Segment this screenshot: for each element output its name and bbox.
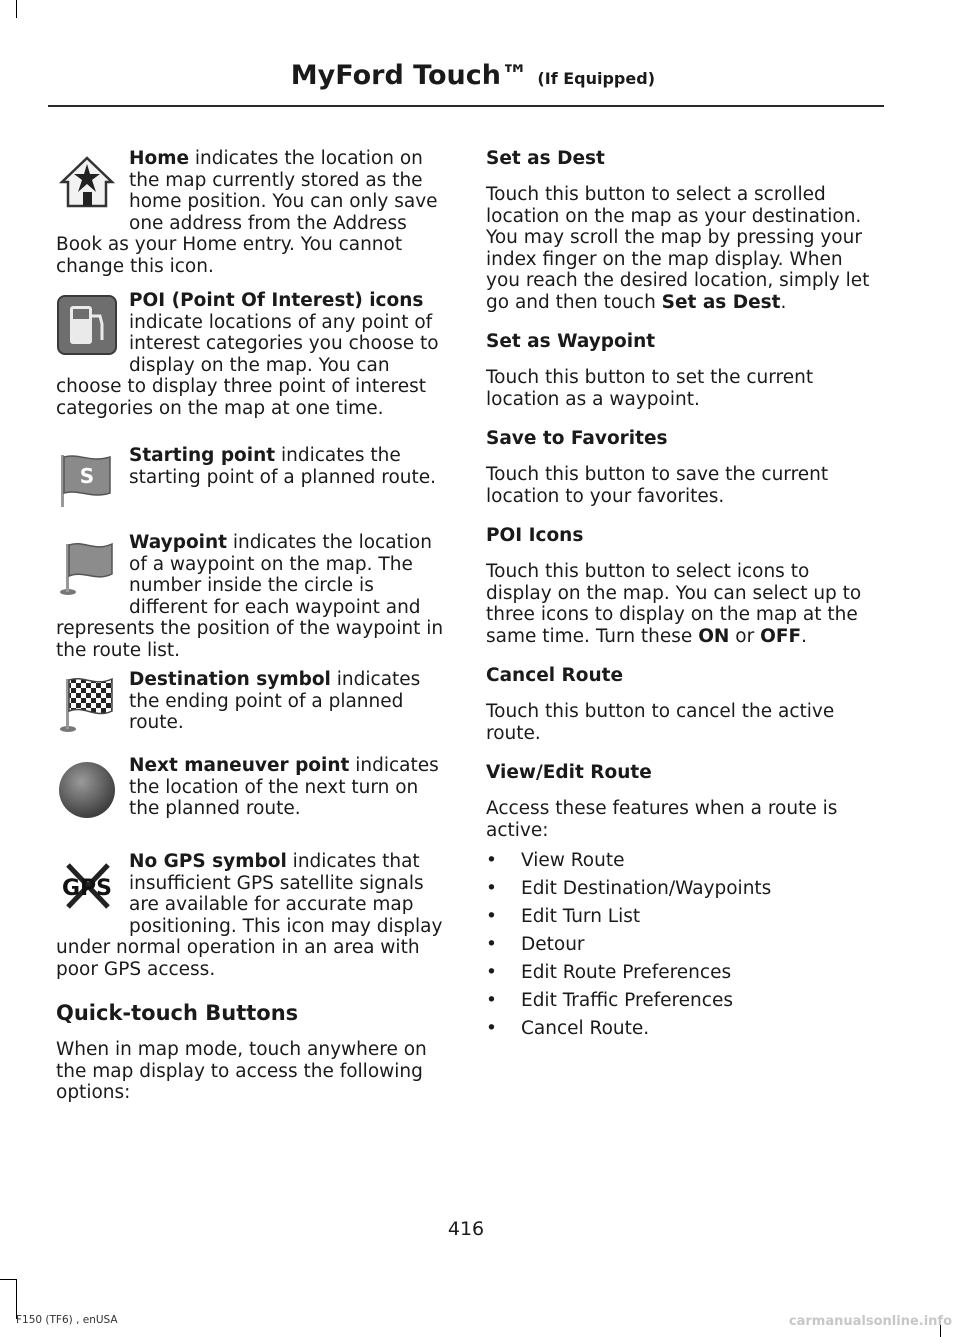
section-heading-save-to-favorites: Save to Favorites xyxy=(486,428,668,449)
legend-text-waypoint: Waypoint indicates the location of a waypoint on the map. The number inside the circle is different for each waypoint and represents the position of the waypoint in the route list. xyxy=(56,532,444,661)
legend-text-no-gps: No GPS symbol indicates that insufficient GPS satellite signals are available for accurate map positioning. This icon may display under normal operation in an area with poor GPS access. xyxy=(56,851,443,980)
svg-text:GPS: GPS xyxy=(61,876,113,901)
legend-entry-destination xyxy=(56,669,448,743)
section-heading-poi-icons: POI Icons xyxy=(486,525,584,546)
crop-mark-bottom-left-h xyxy=(0,1279,16,1280)
legend-text-destination: Destination symbol indicates the ending point of a planned route. xyxy=(129,669,421,733)
list-item: • Edit Route Preferences xyxy=(486,959,880,987)
svg-text:S: S xyxy=(79,464,95,488)
list-item: • Edit Traffic Preferences xyxy=(486,987,880,1015)
section-heading-set-as-dest: Set as Dest xyxy=(486,148,605,169)
section-text-view-edit-route: Access these features when a route is active: xyxy=(486,798,838,841)
left-column xyxy=(56,148,448,1104)
section-text-save-to-favorites: Touch this button to save the current location to your favorites. xyxy=(486,464,829,507)
watermark-link[interactable]: carmanualsonline.info xyxy=(788,1314,952,1329)
header-rule xyxy=(48,105,884,107)
crop-mark-bottom-left-v xyxy=(16,1279,17,1319)
header-title-text: MyFord Touch™ xyxy=(290,60,529,91)
quick-touch-section xyxy=(56,1001,448,1104)
section-text-set-as-waypoint: Touch this button to set the current location as a waypoint. xyxy=(486,367,814,410)
section-save-to-favorites xyxy=(486,428,880,507)
section-text-poi-icons: Touch this button to select icons to display on the map. You can select up to three icons to display on the map at the same time. Turn these ON or OFF. xyxy=(486,561,862,647)
poi-fuel-icon xyxy=(56,294,118,356)
legend-entry-poi xyxy=(56,290,448,433)
section-heading-cancel-route: Cancel Route xyxy=(486,665,624,686)
starting-point-flag-icon xyxy=(56,449,118,511)
legend-text-home: Home indicates the location on the map currently stored as the home position. You can only save one address from the Address Book as your Home entry. You cannot change this icon. xyxy=(56,148,438,277)
section-text-cancel-route: Touch this button to cancel the active route. xyxy=(486,701,835,744)
page-number: 416 xyxy=(447,1218,485,1240)
quick-touch-intro: When in map mode, touch anywhere on the map display to access the following options: xyxy=(56,1039,427,1103)
legend-entry-home xyxy=(56,148,448,276)
header-title-suffix: (If Equipped) xyxy=(537,69,655,88)
legend-entry-starting-point xyxy=(56,445,448,519)
page-header-title xyxy=(291,60,655,91)
list-item: • Detour xyxy=(486,931,880,959)
right-column xyxy=(486,148,880,1043)
no-gps-icon xyxy=(56,855,118,917)
list-item: • Cancel Route. xyxy=(486,1015,880,1043)
list-item: • Edit Destination/Waypoints xyxy=(486,875,880,903)
legend-entry-waypoint xyxy=(56,532,448,661)
footer-model-code: F150 (TF6) , enUSA xyxy=(16,1314,118,1326)
legend-text-poi: POI (Point Of Interest) icons indicate locations of any point of interest categories you choose to display on the map. You can choose to display three point of interest categories on the map at one time. xyxy=(56,290,439,419)
section-cancel-route xyxy=(486,665,880,744)
list-item: • View Route xyxy=(486,847,880,875)
legend-entry-no-gps xyxy=(56,851,448,981)
quick-touch-heading: Quick-touch Buttons xyxy=(56,1001,299,1025)
legend-entry-next-maneuver xyxy=(56,755,448,851)
route-features-list xyxy=(486,847,880,1043)
section-view-edit-route xyxy=(486,762,880,1043)
section-heading-view-edit-route: View/Edit Route xyxy=(486,762,652,783)
section-text-set-as-dest: Touch this button to select a scrolled location on the map as your destination. You may scroll the map by pressing your index finger on the map display. When you reach the desired location, simply let go and then touch Set as Dest. xyxy=(486,184,870,313)
crop-mark-top-left-v xyxy=(16,0,17,18)
section-heading-set-as-waypoint: Set as Waypoint xyxy=(486,331,656,352)
section-poi-icons xyxy=(486,525,880,647)
next-maneuver-sphere-icon xyxy=(56,759,118,821)
home-icon xyxy=(56,152,118,214)
legend-text-starting-point: Starting point indicates the starting point of a planned route. xyxy=(129,445,437,488)
section-set-as-dest xyxy=(486,148,880,313)
destination-checkered-flag-icon xyxy=(56,673,118,735)
waypoint-flag-icon xyxy=(56,536,118,598)
section-set-as-waypoint xyxy=(486,331,880,410)
list-item: • Edit Turn List xyxy=(486,903,880,931)
legend-text-next-maneuver: Next maneuver point indicates the location of the next turn on the planned route. xyxy=(129,755,439,819)
